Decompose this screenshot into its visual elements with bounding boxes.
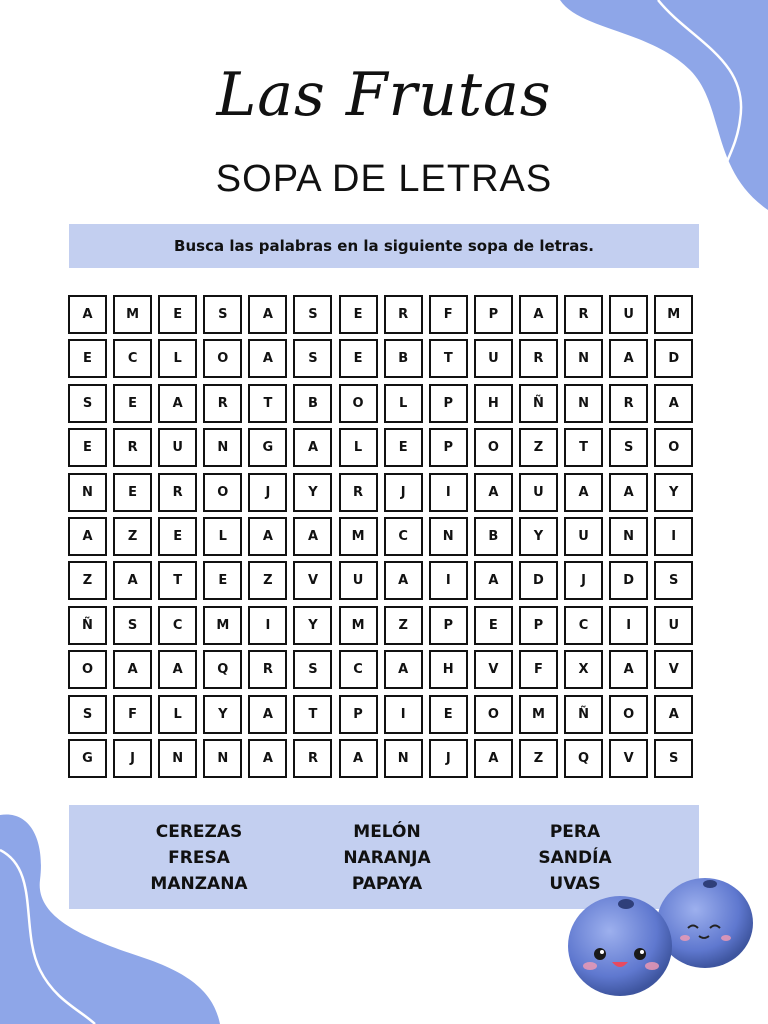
grid-cell: A [158,650,197,689]
word-column [99,819,299,897]
grid-cell: N [203,428,242,467]
grid-cell: Ñ [519,384,558,423]
blueberry-back-icon [657,878,753,968]
grid-cell: V [474,650,513,689]
grid-cell: Z [384,606,423,645]
grid-cell: C [384,517,423,556]
grid-cell: P [429,384,468,423]
grid-cell: T [158,561,197,600]
grid-cell: S [68,384,107,423]
blueberry-characters-illustration [560,868,760,1018]
grid-cell: P [429,606,468,645]
word-item: SANDÍA [538,848,612,868]
grid-cell: O [203,473,242,512]
grid-cell: G [248,428,287,467]
grid-cell: O [68,650,107,689]
grid-cell: V [654,650,693,689]
grid-cell: N [429,517,468,556]
grid-cell: Q [564,739,603,778]
grid-cell: D [519,561,558,600]
grid-cell: A [609,339,648,378]
grid-cell: P [474,295,513,334]
grid-cell: O [654,428,693,467]
grid-cell: E [68,428,107,467]
grid-cell: O [339,384,378,423]
grid-cell: A [68,517,107,556]
grid-cell: A [293,428,332,467]
grid-cell: S [203,295,242,334]
word-item: CEREZAS [155,822,243,842]
grid-cell: E [113,384,152,423]
grid-cell: S [609,428,648,467]
grid-cell: U [564,517,603,556]
grid-cell: O [203,339,242,378]
grid-cell: A [609,473,648,512]
word-item: FRESA [168,848,230,868]
grid-cell: B [384,339,423,378]
grid-cell: R [519,339,558,378]
grid-cell: E [474,606,513,645]
grid-cell: M [339,517,378,556]
grid-cell: E [339,295,378,334]
grid-cell: L [384,384,423,423]
grid-cell: A [293,517,332,556]
grid-cell: C [158,606,197,645]
grid-cell: R [609,384,648,423]
grid-cell: J [564,561,603,600]
grid-cell: M [519,695,558,734]
grid-cell: R [248,650,287,689]
grid-cell: G [68,739,107,778]
grid-cell: Z [519,428,558,467]
grid-cell: R [158,473,197,512]
grid-cell: Z [248,561,287,600]
word-item: PERA [549,822,601,842]
grid-cell: A [248,739,287,778]
word-item: MELÓN [353,822,421,842]
grid-cell: S [113,606,152,645]
grid-cell: A [248,339,287,378]
grid-cell: A [158,384,197,423]
grid-cell: Z [519,739,558,778]
grid-cell: N [384,739,423,778]
grid-cell: U [609,295,648,334]
grid-cell: A [384,650,423,689]
word-item: UVAS [549,874,601,894]
grid-cell: E [158,295,197,334]
grid-cell: D [654,339,693,378]
grid-cell: N [158,739,197,778]
grid-cell: A [248,295,287,334]
grid-cell: H [474,384,513,423]
grid-cell: T [564,428,603,467]
grid-cell: P [519,606,558,645]
grid-cell: A [68,295,107,334]
grid-cell: Y [293,606,332,645]
grid-cell: O [474,695,513,734]
grid-cell: Y [293,473,332,512]
grid-cell: C [113,339,152,378]
grid-cell: A [654,695,693,734]
grid-cell: C [339,650,378,689]
grid-cell: A [654,384,693,423]
grid-cell: A [113,650,152,689]
grid-cell: P [429,428,468,467]
grid-cell: S [293,650,332,689]
grid-cell: A [474,561,513,600]
grid-cell: X [564,650,603,689]
grid-cell: Y [519,517,558,556]
grid-cell: P [339,695,378,734]
grid-cell: E [339,339,378,378]
instructions-banner [69,224,699,268]
grid-cell: I [609,606,648,645]
grid-cell: U [519,473,558,512]
grid-cell: O [474,428,513,467]
grid-cell: A [339,739,378,778]
grid-cell: S [293,295,332,334]
grid-cell: S [68,695,107,734]
grid-cell: R [203,384,242,423]
grid-cell: E [429,695,468,734]
grid-cell: O [609,695,648,734]
grid-cell: Ñ [564,695,603,734]
grid-cell: A [609,650,648,689]
grid-cell: I [248,606,287,645]
grid-cell: Z [68,561,107,600]
grid-cell: S [293,339,332,378]
page-title: Las Frutas [216,60,552,130]
grid-cell: F [429,295,468,334]
blueberry-front-icon [568,896,672,996]
grid-cell: I [429,473,468,512]
grid-cell: M [339,606,378,645]
grid-cell: I [654,517,693,556]
page-subtitle: SOPA DE LETRAS [215,158,553,200]
grid-cell: U [158,428,197,467]
grid-cell: B [293,384,332,423]
grid-cell: T [248,384,287,423]
grid-cell: F [519,650,558,689]
grid-cell: A [248,695,287,734]
grid-cell: J [113,739,152,778]
grid-cell: S [654,739,693,778]
word-search-grid [68,295,693,778]
grid-cell: A [474,739,513,778]
grid-cell: T [293,695,332,734]
grid-cell: Z [113,517,152,556]
grid-cell: I [384,695,423,734]
grid-cell: E [158,517,197,556]
grid-cell: N [203,739,242,778]
grid-cell: A [474,473,513,512]
grid-cell: H [429,650,468,689]
grid-cell: D [609,561,648,600]
grid-cell: J [384,473,423,512]
grid-cell: R [339,473,378,512]
grid-cell: T [429,339,468,378]
grid-cell: Q [203,650,242,689]
grid-cell: A [519,295,558,334]
grid-cell: Ñ [68,606,107,645]
word-item: NARANJA [343,848,431,868]
grid-cell: U [474,339,513,378]
grid-cell: E [203,561,242,600]
grid-cell: S [654,561,693,600]
grid-cell: A [248,517,287,556]
grid-cell: N [564,384,603,423]
word-item: MANZANA [150,874,248,894]
grid-cell: C [564,606,603,645]
grid-cell: A [113,561,152,600]
grid-cell: R [384,295,423,334]
grid-cell: N [609,517,648,556]
word-column [287,819,487,897]
grid-cell: A [564,473,603,512]
word-item: PAPAYA [351,874,423,894]
grid-cell: E [384,428,423,467]
grid-cell: L [158,339,197,378]
grid-cell: E [113,473,152,512]
grid-cell: L [339,428,378,467]
grid-cell: R [113,428,152,467]
grid-cell: M [113,295,152,334]
grid-cell: Y [203,695,242,734]
grid-cell: F [113,695,152,734]
grid-cell: R [293,739,332,778]
grid-cell: J [248,473,287,512]
grid-cell: L [203,517,242,556]
grid-cell: A [384,561,423,600]
grid-cell: I [429,561,468,600]
grid-cell: L [158,695,197,734]
instructions-text: Busca las palabras en la siguiente sopa de letras. [174,237,594,255]
grid-cell: U [339,561,378,600]
grid-cell: B [474,517,513,556]
grid-cell: V [293,561,332,600]
grid-cell: U [654,606,693,645]
grid-cell: M [203,606,242,645]
grid-cell: N [68,473,107,512]
grid-cell: J [429,739,468,778]
grid-cell: R [564,295,603,334]
grid-cell: V [609,739,648,778]
grid-cell: N [564,339,603,378]
grid-cell: Y [654,473,693,512]
grid-cell: M [654,295,693,334]
grid-cell: E [68,339,107,378]
